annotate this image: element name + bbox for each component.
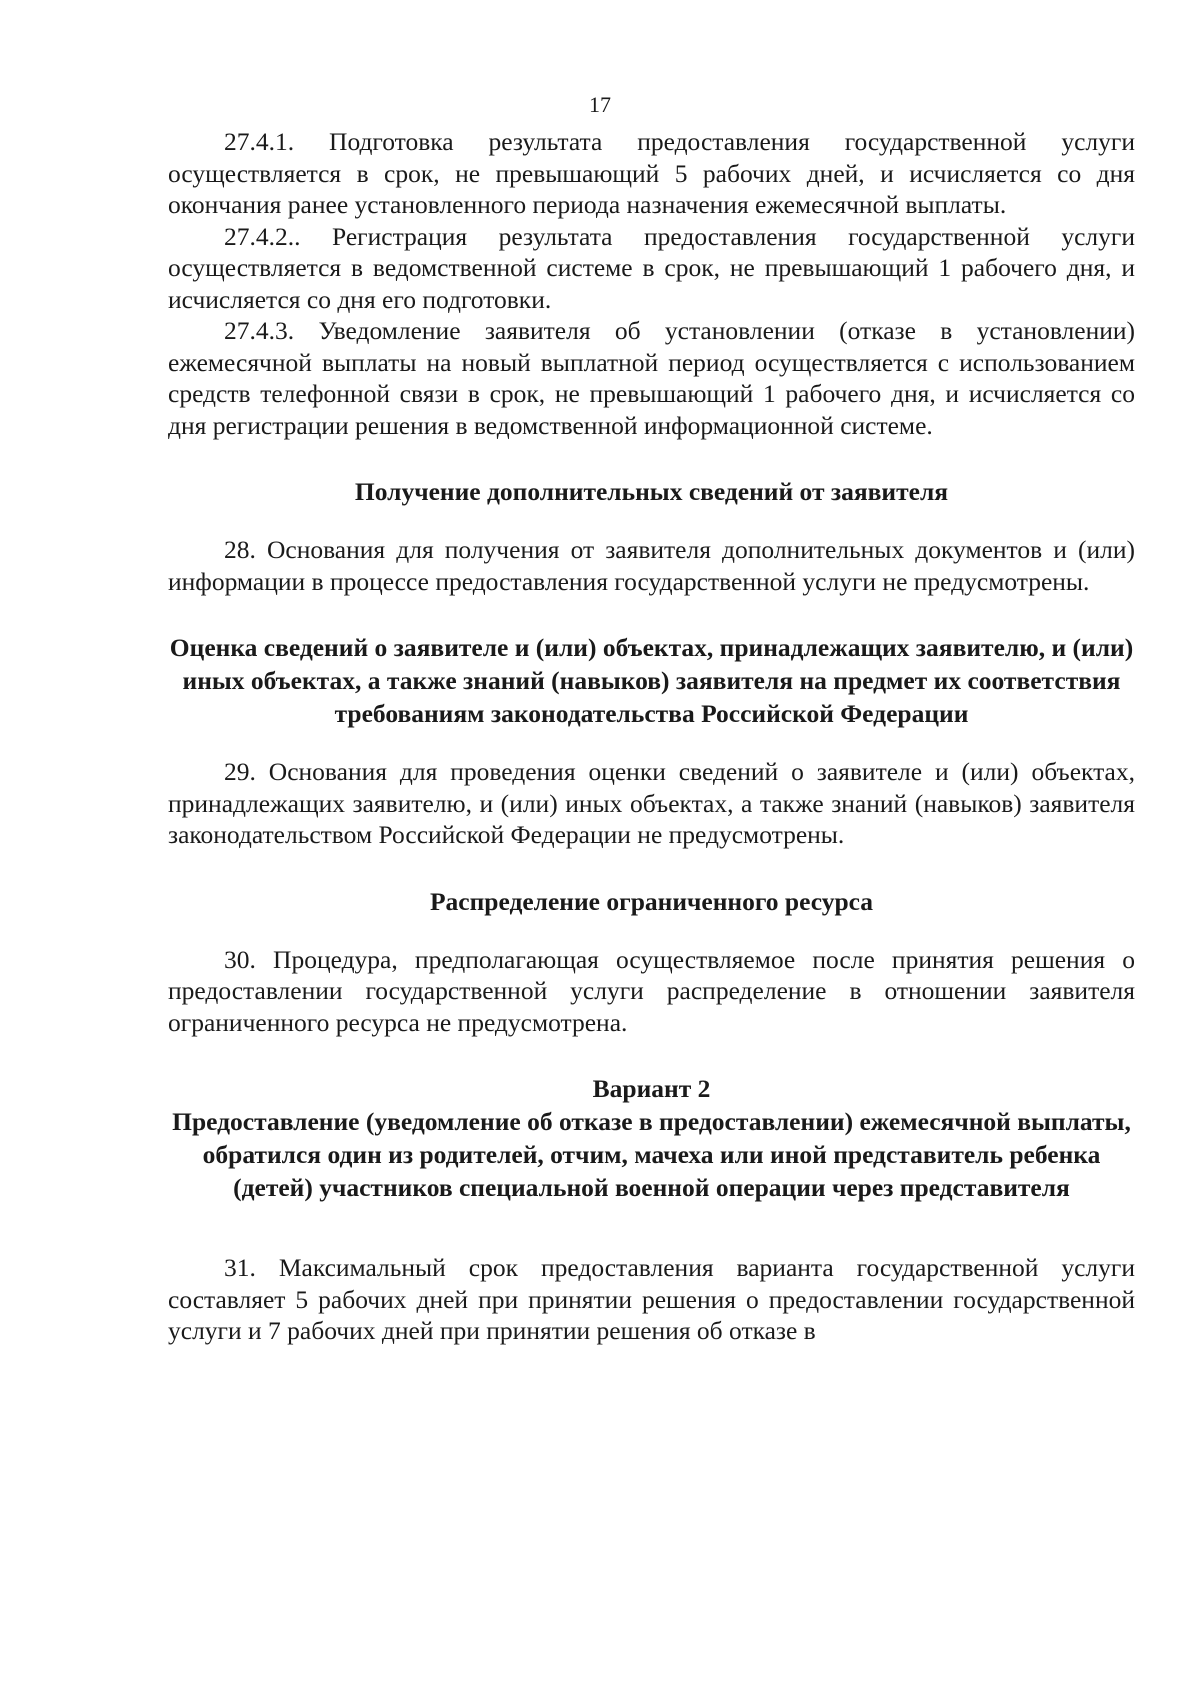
document-body bbox=[168, 126, 1135, 1347]
heading-assessment: Оценка сведений о заявителе и (или) объектах, принадлежащих заявителю, и (или) иных объектах, а также знаний (навыков) заявителя на предмет их соответствия требованиям законодательства Российской Федерации bbox=[169, 633, 1134, 728]
heading-variant-title: Предоставление (уведомление об отказе в предоставлении) ежемесячной выплаты, обратился один из родителей, отчим, мачеха или иной представитель ребенка (детей) участников специальной военной операции через представителя bbox=[172, 1107, 1131, 1202]
paragraph-28: 28. Основания для получения от заявителя дополнительных документов и (или) информации в процессе предоставления государственной услуги не предусмотрены. bbox=[168, 535, 1135, 596]
paragraph-31: 31. Максимальный срок предоставления варианта государственной услуги составляет 5 рабочих дней при принятии решения о предоставлении государственной услуги и 7 рабочих дней при принятии решения об отказе в bbox=[168, 1253, 1135, 1345]
heading-additional-info: Получение дополнительных сведений от заявителя bbox=[354, 477, 949, 506]
paragraph-27-4-3: 27.4.3. Уведомление заявителя об установлении (отказе в установлении) ежемесячной выплаты на новый выплатной период осуществляется с использованием средств телефонной связи в срок, не превышающий 1 рабочего дня, и исчисляется со дня регистрации решения в ведомственной информационной системе. bbox=[168, 316, 1135, 440]
page-number: 17 bbox=[589, 92, 611, 117]
heading-limited-resource: Распределение ограниченного ресурса bbox=[429, 886, 874, 916]
paragraph-27-4-1: 27.4.1. Подготовка результата предоставления государственной услуги осуществляется в срок, не превышающий 5 рабочих дней, и исчисляется со дня окончания ранее установленного периода назначения ежемесячной выплаты. bbox=[168, 127, 1135, 219]
heading-variant-label: Вариант 2 bbox=[592, 1074, 711, 1103]
paragraph-27-4-2: 27.4.2.. Регистрация результата предоставления государственной услуги осуществляется в ведомственной системе в срок, не превышающий 1 рабочего дня, и исчисляется со дня его подготовки. bbox=[168, 221, 1135, 314]
paragraph-29: 29. Основания для проведения оценки сведений о заявителе и (или) объектах, принадлежащих заявителю, и (или) иных объектах, а также знаний (навыков) заявителя законодательством Российской Федерации не предусмотрены. bbox=[168, 757, 1135, 849]
paragraph-30: 30. Процедура, предполагающая осуществляемое после принятия решения о предоставлении государственной услуги распределение в отношении заявителя ограниченного ресурса не предусмотрена. bbox=[168, 944, 1135, 1037]
